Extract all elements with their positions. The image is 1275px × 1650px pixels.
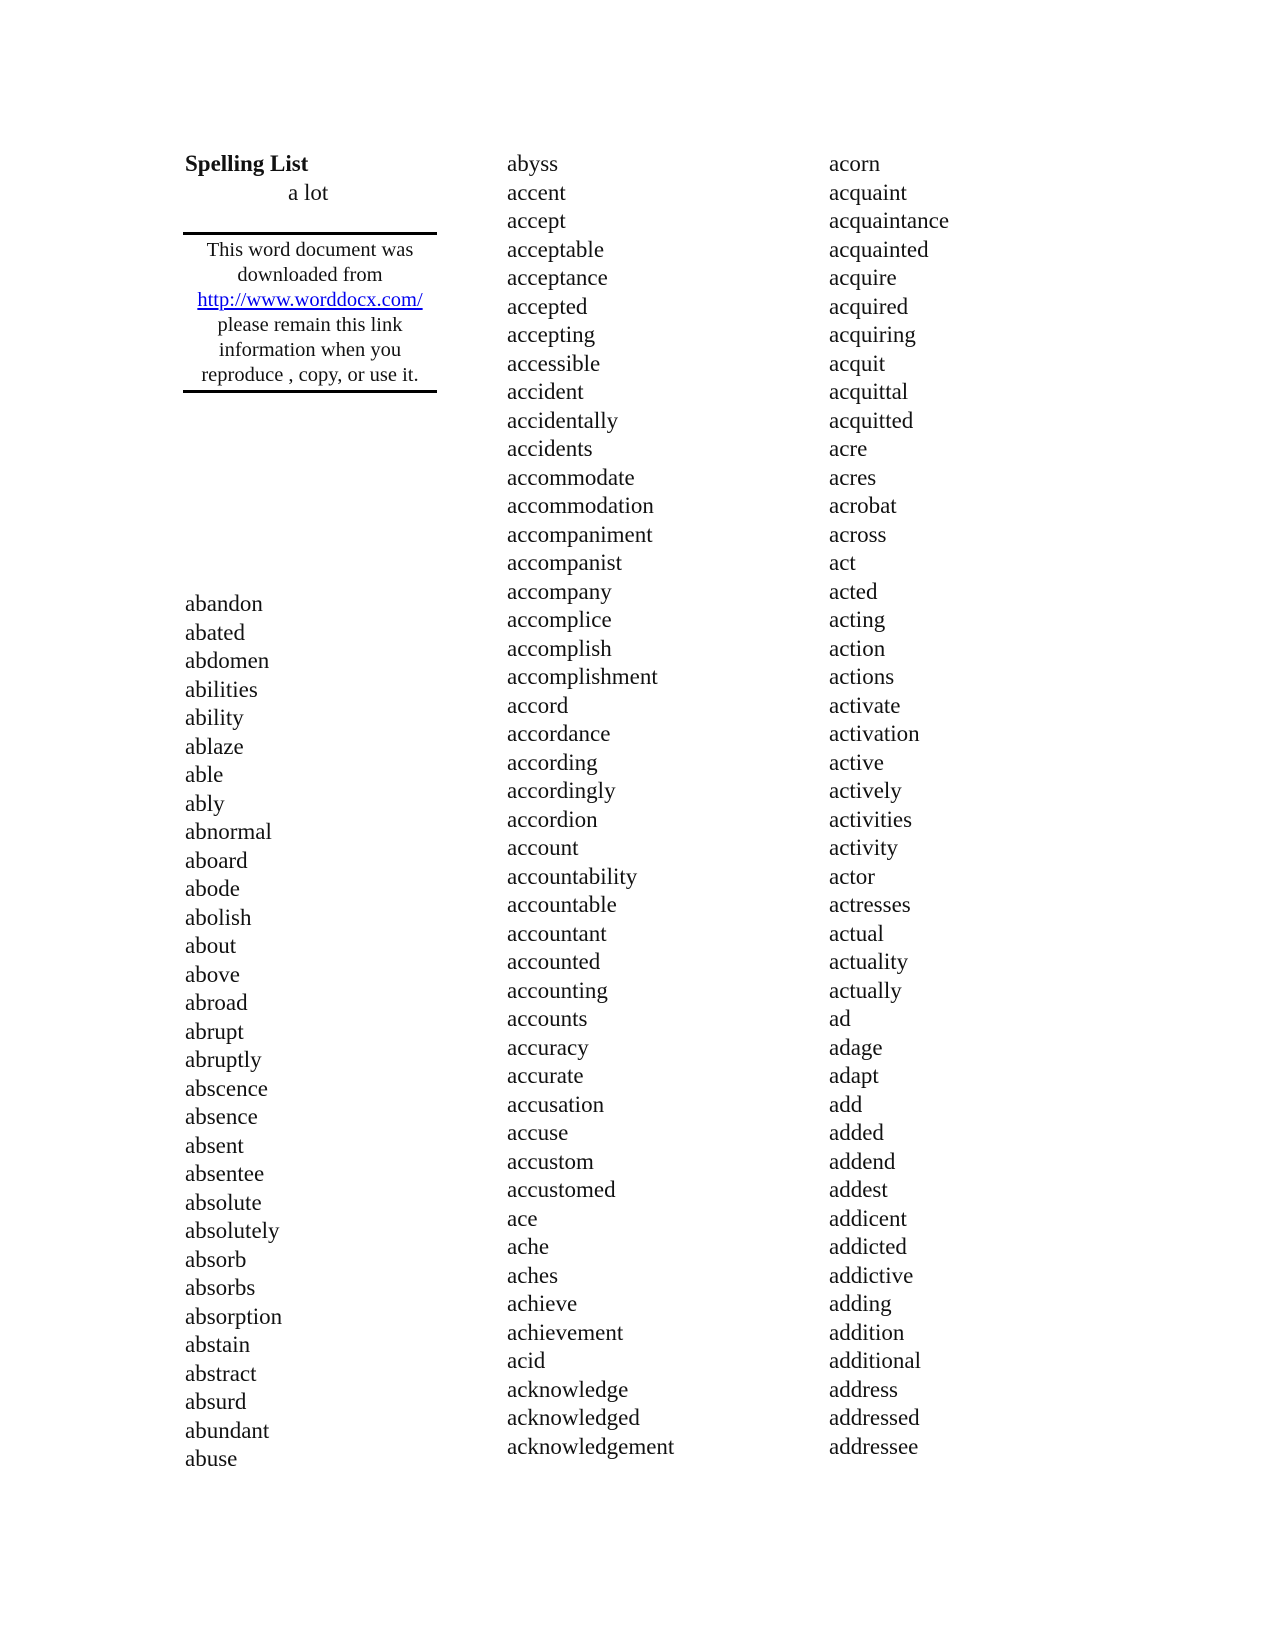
list-item: acted — [829, 578, 878, 604]
list-item: added — [829, 1120, 884, 1145]
list-item: accidents — [507, 436, 593, 461]
list-item: absent — [185, 1132, 244, 1158]
list-item: adage — [829, 1034, 883, 1060]
list-item: activity — [829, 835, 898, 860]
list-item: acceptable — [507, 236, 605, 262]
list-item: action — [829, 635, 886, 661]
list-item: accurate — [507, 1063, 584, 1088]
list-item: additional — [829, 1348, 921, 1373]
list-item: addition — [829, 1319, 905, 1345]
notice-line: This word document was — [206, 239, 414, 261]
list-item: aboard — [185, 847, 248, 873]
list-item: addest — [829, 1177, 888, 1202]
list-item: about — [185, 933, 237, 958]
list-item: ad — [829, 1006, 851, 1031]
list-item: acorn — [829, 151, 881, 176]
list-item: accident — [507, 379, 584, 404]
list-item: activate — [829, 692, 901, 718]
word-list — [507, 150, 807, 1461]
list-item: acting — [829, 607, 886, 632]
list-item: accusation — [507, 1091, 605, 1117]
list-item: acquit — [829, 350, 886, 376]
list-item: accuracy — [507, 1034, 589, 1060]
list-item: accord — [507, 692, 569, 718]
list-item: abstract — [185, 1360, 257, 1386]
list-item: adapt — [829, 1063, 879, 1088]
list-item: actions — [829, 664, 895, 689]
list-item: accepted — [507, 293, 588, 319]
list-item: addicent — [829, 1205, 907, 1231]
notice-line: information when you — [218, 339, 402, 361]
list-item: acquittal — [829, 379, 909, 404]
list-item: absentee — [185, 1161, 265, 1186]
page-subtitle: a lot — [288, 179, 329, 205]
list-item: absorb — [185, 1246, 247, 1272]
list-item: according — [507, 749, 598, 775]
list-item: acres — [829, 464, 877, 490]
list-item: ability — [185, 705, 244, 730]
list-item: acknowledgement — [507, 1433, 675, 1459]
list-item: absorbs — [185, 1275, 256, 1300]
list-item: abyss — [507, 151, 559, 176]
list-item: abandon — [185, 591, 263, 616]
list-item: account — [507, 835, 579, 860]
list-item: above — [185, 961, 240, 987]
list-item: actor — [829, 863, 875, 889]
list-item: ably — [185, 790, 225, 816]
column-2 — [507, 150, 807, 1461]
list-item: accepting — [507, 322, 596, 347]
list-item: absence — [185, 1104, 258, 1129]
list-item: abrupt — [185, 1018, 244, 1044]
list-item: acquitted — [829, 407, 914, 433]
list-item: across — [829, 521, 887, 547]
list-item: abstain — [185, 1332, 251, 1357]
download-notice — [183, 232, 437, 393]
notice-line: downloaded from — [237, 264, 383, 286]
list-item: accordingly — [507, 778, 616, 803]
list-item: accounting — [507, 977, 608, 1003]
list-item: abuse — [185, 1446, 238, 1471]
list-item: accountability — [507, 863, 638, 889]
list-item: accompaniment — [507, 521, 653, 547]
list-item: addressee — [829, 1433, 919, 1459]
list-item: acquired — [829, 293, 909, 319]
list-item: accessible — [507, 350, 601, 376]
list-item: accountant — [507, 920, 607, 946]
list-item: abated — [185, 619, 246, 645]
list-item: achieve — [507, 1291, 578, 1316]
list-item: acquaintance — [829, 208, 950, 233]
list-item: addressed — [829, 1405, 920, 1430]
list-item: adding — [829, 1291, 892, 1316]
list-item: accidentally — [507, 407, 619, 433]
list-item: achievement — [507, 1319, 624, 1345]
list-item: abroad — [185, 990, 248, 1015]
list-item: add — [829, 1091, 863, 1117]
list-item: abilities — [185, 676, 258, 702]
list-item: accomplice — [507, 607, 612, 632]
list-item: absolute — [185, 1189, 262, 1215]
list-item: ablaze — [185, 733, 244, 759]
list-item: activities — [829, 806, 913, 832]
list-item: addicted — [829, 1234, 907, 1259]
list-item: actively — [829, 778, 902, 803]
list-item: aches — [507, 1262, 559, 1288]
list-item: abundant — [185, 1417, 270, 1443]
list-item: accustom — [507, 1148, 594, 1174]
word-list — [829, 150, 1129, 1461]
list-item: actual — [829, 920, 884, 946]
column-3 — [829, 150, 1129, 1461]
list-item: activation — [829, 721, 920, 746]
list-item: acquainted — [829, 236, 929, 262]
list-item: able — [185, 762, 224, 787]
notice-line: please remain this link — [217, 314, 403, 336]
list-item: actresses — [829, 892, 911, 917]
list-item: acknowledge — [507, 1376, 629, 1402]
word-list — [185, 590, 282, 1474]
column-1 — [185, 150, 440, 1471]
list-item: abscence — [185, 1075, 268, 1101]
list-item: accounted — [507, 949, 601, 974]
list-item: abruptly — [185, 1047, 262, 1072]
list-item: acquaint — [829, 179, 907, 205]
list-item: ace — [507, 1205, 538, 1231]
list-item: actuality — [829, 949, 909, 974]
list-item: absolutely — [185, 1218, 280, 1243]
list-item: abdomen — [185, 648, 270, 673]
list-item: addictive — [829, 1262, 914, 1288]
list-item: accompany — [507, 578, 612, 604]
list-item: acceptance — [507, 265, 608, 290]
list-item: accuse — [507, 1120, 569, 1145]
list-item: absorption — [185, 1303, 283, 1329]
list-item: accompanist — [507, 550, 622, 575]
list-item: accordion — [507, 806, 598, 832]
list-item: accomplishment — [507, 664, 658, 689]
list-item: accept — [507, 208, 566, 233]
list-item: actually — [829, 977, 902, 1003]
list-item: acquiring — [829, 322, 916, 347]
list-item: accustomed — [507, 1177, 616, 1202]
worddocx-link[interactable]: http://www.worddocx.com/ — [197, 289, 423, 311]
list-item: accent — [507, 179, 566, 205]
list-item: accommodate — [507, 464, 635, 490]
list-item: acre — [829, 436, 868, 461]
list-item: abolish — [185, 904, 252, 930]
list-item: accomplish — [507, 635, 612, 661]
list-item: accordance — [507, 721, 611, 746]
list-item: acknowledged — [507, 1405, 640, 1430]
list-item: acquire — [829, 265, 897, 290]
list-item: abnormal — [185, 819, 272, 844]
list-item: accountable — [507, 892, 617, 917]
list-item: act — [829, 550, 856, 575]
list-item: accommodation — [507, 493, 654, 518]
page-title: Spelling List — [185, 151, 309, 176]
list-item: accounts — [507, 1006, 588, 1031]
list-item: abode — [185, 876, 240, 901]
list-item: acid — [507, 1348, 546, 1373]
list-item: absurd — [185, 1389, 247, 1414]
list-item: acrobat — [829, 493, 897, 518]
list-item: ache — [507, 1234, 550, 1259]
list-item: address — [829, 1376, 898, 1402]
notice-line: reproduce , copy, or use it. — [201, 364, 419, 386]
list-item: active — [829, 749, 884, 775]
list-item: addend — [829, 1148, 896, 1174]
